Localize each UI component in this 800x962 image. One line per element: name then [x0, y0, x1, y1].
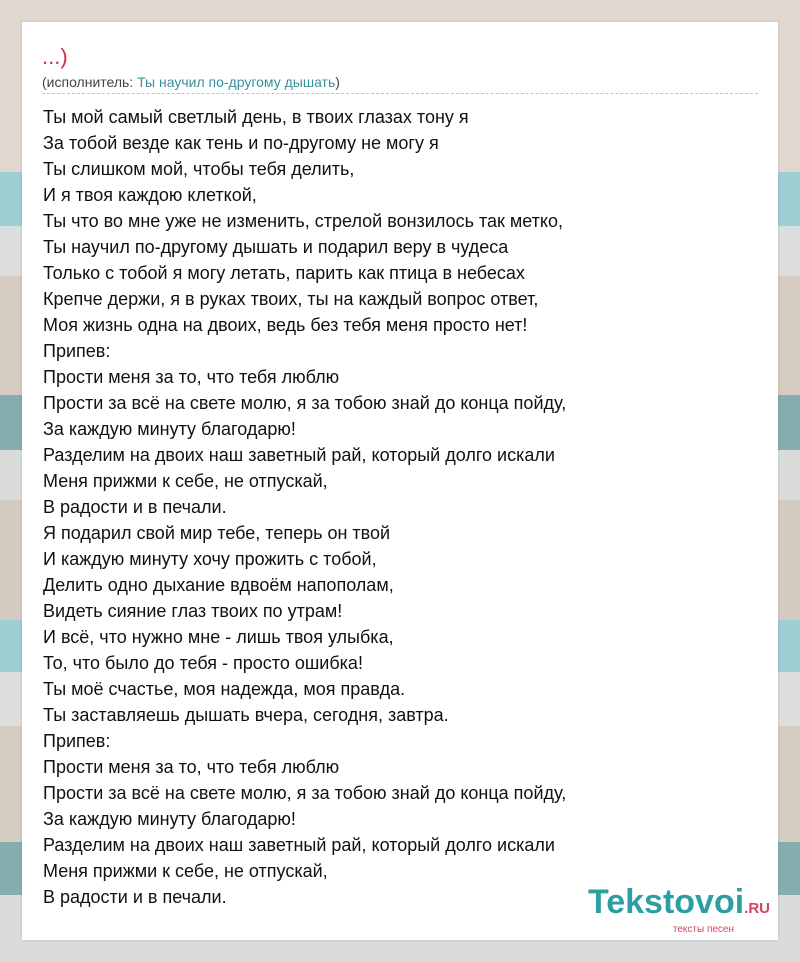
lyric-line: Крепче держи, я в руках твоих, ты на каждый вопрос ответ,	[43, 289, 539, 309]
lyric-line: Прости меня за то, что тебя люблю	[43, 757, 340, 777]
lyric-line: Разделим на двоих наш заветный рай, который долго искали	[43, 445, 555, 465]
lyric-line: Делить одно дыхание вдвоём напополам,	[43, 575, 394, 595]
song-title: ...)	[42, 44, 68, 69]
logo-tld: .RU	[744, 900, 770, 917]
lyric-line: За тобой везде как тень и по-другому не могу я	[43, 133, 439, 153]
lyrics-text	[43, 104, 763, 910]
lyric-line: И каждую минуту хочу прожить с тобой,	[43, 549, 377, 569]
lyric-line: Только с тобой я могу летать, парить как птица в небесах	[43, 263, 525, 283]
lyric-line: Ты что во мне уже не изменить, стрелой вонзилось так метко,	[43, 211, 563, 231]
lyric-line: Я подарил свой мир тебе, теперь он твой	[43, 523, 391, 543]
lyric-line: За каждую минуту благодарю!	[43, 419, 296, 439]
artist-line	[42, 73, 340, 91]
artist-suffix: )	[335, 74, 340, 90]
logo-wordmark	[588, 884, 770, 927]
lyric-line: Прости за всё на свете молю, я за тобою знай до конца пойду,	[43, 393, 567, 413]
artist-link[interactable]: Ты научил по-другому дышать	[137, 74, 336, 90]
lyric-line: Меня прижми к себе, не отпускай,	[43, 471, 328, 491]
lyrics-card	[22, 22, 778, 940]
lyric-line: И всё, что нужно мне - лишь твоя улыбка,	[43, 627, 394, 647]
lyric-line: Припев:	[43, 341, 111, 361]
lyric-line: Разделим на двоих наш заветный рай, который долго искали	[43, 835, 555, 855]
lyric-line: И я твоя каждою клеткой,	[43, 185, 257, 205]
lyric-line: Ты моё счастье, моя надежда, моя правда.	[43, 679, 406, 699]
lyric-line: Прости меня за то, что тебя люблю	[43, 367, 340, 387]
lyric-line: Ты заставляешь дышать вчера, сегодня, завтра.	[43, 705, 449, 725]
logo-name: Tekstovoi	[587, 883, 745, 921]
lyric-line: То, что было до тебя - просто ошибка!	[43, 653, 363, 673]
header-divider	[42, 93, 758, 94]
logo-tagline: тексты песен	[672, 924, 734, 935]
artist-prefix: (исполнитель:	[42, 74, 138, 90]
lyric-line: Видеть сияние глаз твоих по утрам!	[43, 601, 343, 621]
lyric-line: Припев:	[43, 731, 111, 751]
lyric-line: Прости за всё на свете молю, я за тобою знай до конца пойду,	[43, 783, 567, 803]
lyric-line: Меня прижми к себе, не отпускай,	[43, 861, 328, 881]
lyric-line: В радости и в печали.	[43, 887, 227, 907]
lyric-line: В радости и в печали.	[43, 497, 227, 517]
lyric-line: За каждую минуту благодарю!	[43, 809, 296, 829]
lyric-line: Ты мой самый светлый день, в твоих глазах тону я	[43, 107, 469, 127]
lyric-line: Ты научил по-другому дышать и подарил веру в чудеса	[43, 237, 509, 257]
lyric-line: Моя жизнь одна на двоих, ведь без тебя меня просто нет!	[43, 315, 528, 335]
site-logo[interactable]	[588, 884, 770, 935]
lyric-line: Ты слишком мой, чтобы тебя делить,	[43, 159, 355, 179]
